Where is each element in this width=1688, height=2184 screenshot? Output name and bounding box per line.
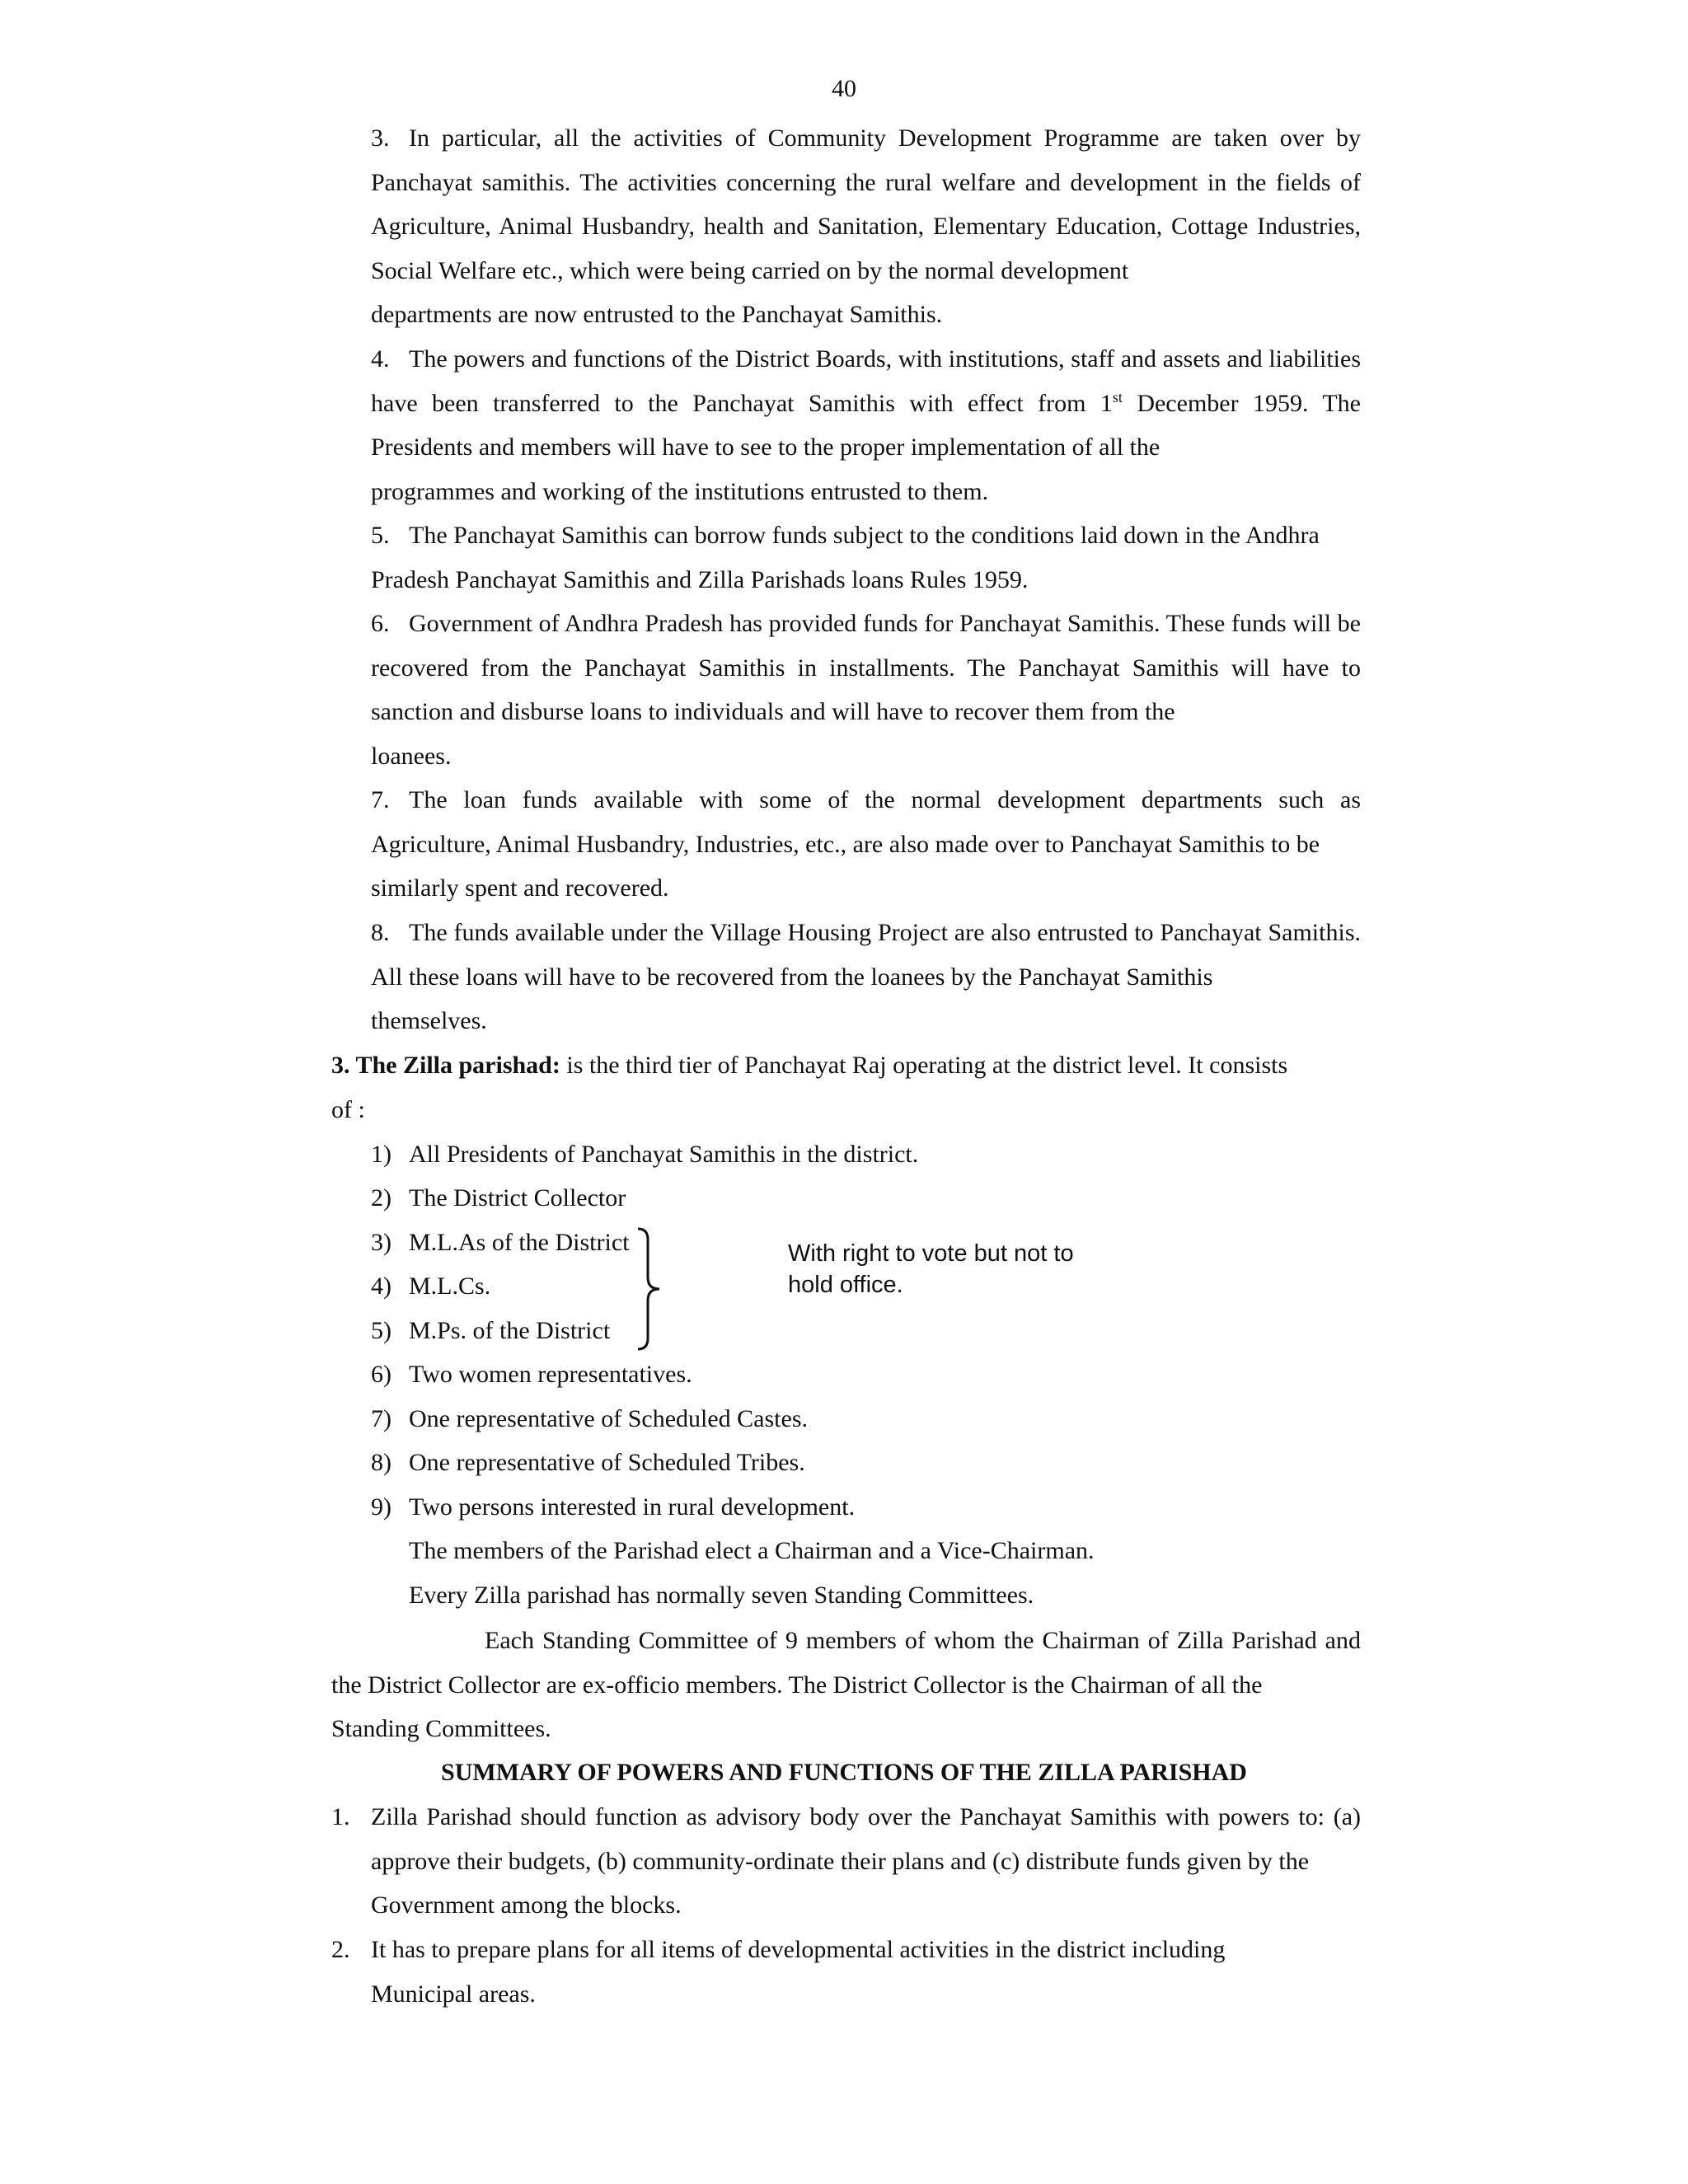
point-text: The loan funds available with some of the normal development departments such as Agriculture, Animal Husbandry, Industries, etc., are also made over to Panchayat Samithis to be [371, 786, 1361, 858]
member-item [371, 1264, 490, 1309]
samithi-point-3 [371, 116, 1361, 337]
point-number: 8. [371, 919, 390, 946]
point-text: Government of Andhra Pradesh has provided funds for Panchayat Samithis. These funds will be recovered from the Panchayat Samithis in installments. The Panchayat Samithis will have to sanction and disburse loans to individuals and will have to recover them from the [371, 610, 1361, 725]
summary-text-last: Municipal areas. [371, 1980, 536, 2008]
member-item [371, 1485, 855, 1530]
vote-note-line: With right to vote but not to [788, 1240, 1074, 1267]
member-text: M.Ps. of the District [409, 1317, 611, 1344]
member-text: One representative of Scheduled Castes. [409, 1405, 808, 1432]
summary-item-1 [331, 1795, 1361, 1928]
point-number: 3. [371, 124, 390, 152]
summary-item-2 [331, 1928, 1361, 2016]
chairman-election-text: The members of the Parishad elect a Chairman and a Vice-Chairman. [409, 1537, 1095, 1564]
member-item [371, 1176, 626, 1221]
summary-text-last: Government among the blocks. [371, 1891, 682, 1919]
point-text-last: themselves. [371, 1007, 487, 1034]
samithi-point-5 [371, 513, 1361, 602]
member-number: 4) [371, 1272, 392, 1300]
zilla-parishad-intro: is the third tier of Panchayat Raj operating at the district level. It consists [560, 1052, 1288, 1079]
member-item [371, 1441, 805, 1485]
zilla-parishad-title: 3. The Zilla parishad: [331, 1052, 560, 1079]
standing-committees-text: Every Zilla parishad has normally seven Standing Committees. [409, 1582, 1034, 1609]
member-number: 7) [371, 1405, 392, 1432]
point-text-cont: December 1959. The Presidents and members will have to see to the proper implementation of all the [371, 389, 1361, 461]
point-text: The Panchayat Samithis can borrow funds subject to the conditions laid down in the Andhra [409, 522, 1320, 549]
member-text: One representative of Scheduled Tribes. [409, 1449, 805, 1476]
vote-note [788, 1238, 1074, 1301]
zilla-parishad-intro-cont: of : [331, 1096, 365, 1123]
member-number: 3) [371, 1229, 392, 1256]
point-text: The powers and functions of the District Boards, with institutions, staff and assets and liabilities have been transferred to the Panchayat Samithis with effect from 1 [371, 345, 1361, 417]
member-text: Two women representatives. [409, 1361, 692, 1388]
summary-number: 1. [331, 1803, 350, 1830]
point-number: 6. [371, 610, 390, 637]
point-text-last: departments are now entrusted to the Panchayat Samithis. [371, 301, 943, 328]
samithi-point-8 [371, 911, 1361, 1043]
member-text: All Presidents of Panchayat Samithis in the district. [409, 1141, 919, 1168]
summary-text: Zilla Parishad should function as advisory body over the Panchayat Samithis with powers to: (a) approve their budgets, (b) community-ordinate their plans and (c) distribute funds given by the [371, 1803, 1361, 1875]
standing-committee-text: Each Standing Committee of 9 members of whom the Chairman of Zilla Parishad and the District Collector are ex-officio members. The District Collector is the Chairman of all the [331, 1627, 1361, 1699]
point-text-last: Pradesh Panchayat Samithis and Zilla Parishads loans Rules 1959. [371, 565, 1029, 593]
member-item [371, 1221, 629, 1265]
member-number: 2) [371, 1184, 392, 1212]
member-number: 1) [371, 1141, 392, 1168]
member-text: Two persons interested in rural development. [409, 1493, 856, 1521]
point-text: In particular, all the activities of Community Development Programme are taken over by Panchayat samithis. The activities concerning the rural welfare and development in the fields of Agriculture, Animal Husbandry, health and Sanitation, Elementary Education, Cottage Industries, Social Welfare etc., which were being carried on by the normal development [371, 124, 1361, 284]
samithi-point-7 [371, 778, 1361, 911]
summary-text: It has to prepare plans for all items of developmental activities in the district including [371, 1936, 1226, 1963]
right-brace-icon [635, 1226, 668, 1352]
point-number: 7. [371, 786, 390, 813]
member-item [371, 1397, 808, 1441]
member-item [371, 1352, 692, 1397]
point-number: 5. [371, 522, 390, 549]
member-text: M.L.As of the District [409, 1229, 630, 1256]
vote-note-line: hold office. [788, 1272, 903, 1298]
member-text: M.L.Cs. [409, 1272, 491, 1300]
member-number: 8) [371, 1449, 392, 1476]
zilla-parishad-heading [331, 1043, 1361, 1088]
point-text-last: loanees. [371, 742, 452, 770]
point-text: The funds available under the Village Housing Project are also entrusted to Panchayat Samithis. All these loans will have to be recovered from the loanees by the Panchayat Samithis [371, 919, 1361, 991]
ordinal-suffix: st [1112, 388, 1123, 405]
page-number: 40 [832, 75, 856, 102]
summary-number: 2. [331, 1936, 350, 1963]
point-text-last: programmes and working of the institutions entrusted to them. [371, 477, 989, 505]
samithi-point-6 [371, 602, 1361, 778]
summary-text-block [371, 1928, 1361, 2016]
samithi-point-4 [371, 337, 1361, 513]
member-number: 9) [371, 1493, 392, 1521]
summary-heading: SUMMARY OF POWERS AND FUNCTIONS OF THE ZILLA PARISHAD [441, 1759, 1247, 1786]
point-number: 4. [371, 345, 390, 373]
summary-text-block [371, 1795, 1361, 1928]
member-item [371, 1132, 918, 1177]
standing-committee-paragraph [331, 1619, 1361, 1751]
member-item [371, 1309, 610, 1353]
member-number: 6) [371, 1361, 392, 1388]
member-number: 5) [371, 1317, 392, 1344]
point-text-last: similarly spent and recovered. [371, 874, 669, 902]
member-text: The District Collector [409, 1184, 626, 1212]
standing-committee-text-last: Standing Committees. [331, 1715, 551, 1742]
